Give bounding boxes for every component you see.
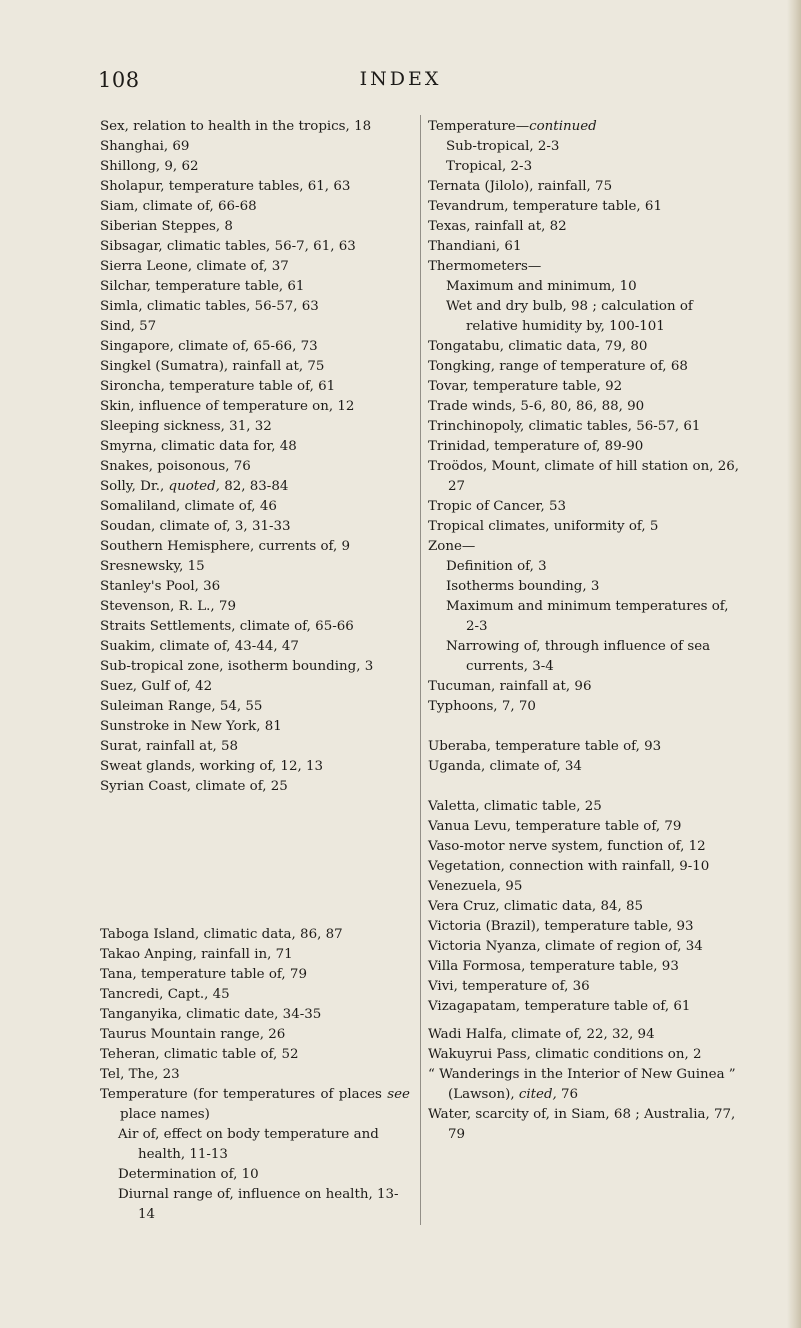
index-entry: Teheran, climatic table of, 52 [100, 1047, 299, 1062]
index-entry: Tongatabu, climatic data, 79, 80 [428, 339, 648, 354]
running-title: INDEX [359, 68, 442, 90]
index-subentry: Air of, effect on body temperature and health, 11-13 [118, 1127, 379, 1162]
entry-italic: quoted, [168, 479, 220, 494]
index-entry: Tel, The, 23 [100, 1067, 180, 1082]
index-entry-wanderings [428, 1065, 740, 1105]
index-entry: Syrian Coast, climate of, 25 [100, 779, 288, 794]
entry-text: “ Wanderings in the Interior of New Guinea ” (Lawson), [428, 1067, 736, 1102]
index-entry: Trinidad, temperature of, 89-90 [428, 439, 644, 454]
index-entry: Ternata (Jilolo), rainfall, 75 [428, 179, 613, 194]
entry-italic: continued [529, 119, 597, 134]
section-gap [428, 717, 740, 737]
page-edge-shadow [787, 0, 801, 1328]
index-entry-solly [100, 477, 410, 497]
index-entry: Tongking, range of temperature of, 68 [428, 359, 688, 374]
section-gap [428, 1017, 740, 1025]
entry-text: Temperature (for temperatures of places [100, 1087, 388, 1102]
index-entry: Tropical climates, uniformity of, 5 [428, 519, 659, 534]
index-entry: Tana, temperature table of, 79 [100, 967, 307, 982]
index-entry: Sleeping sickness, 31, 32 [100, 419, 272, 434]
index-entry: Shanghai, 69 [100, 139, 190, 154]
index-entry: Sholapur, temperature tables, 61, 63 [100, 179, 351, 194]
index-entry: Uberaba, temperature table of, 93 [428, 739, 662, 754]
index-entry: Shillong, 9, 62 [100, 159, 199, 174]
index-entry: Sresnewsky, 15 [100, 559, 205, 574]
index-entry: Sind, 57 [100, 319, 157, 334]
index-entry: Wakuyrui Pass, climatic conditions on, 2 [428, 1047, 702, 1062]
index-entry: Surat, rainfall at, 58 [100, 739, 239, 754]
index-subentry: Isotherms bounding, 3 [446, 579, 600, 594]
index-subentry: Wet and dry bulb, 98 ; calculation of relative humidity by, 100-101 [446, 299, 693, 334]
index-subentry: Maximum and minimum, 10 [446, 279, 637, 294]
index-entry: Vanua Levu, temperature table of, 79 [428, 819, 682, 834]
index-entry: Typhoons, 7, 70 [428, 699, 536, 714]
index-entry: Victoria Nyanza, climate of region of, 34 [428, 939, 703, 954]
index-subentry: Sub-tropical, 2-3 [446, 139, 560, 154]
index-subentry: Definition of, 3 [446, 559, 547, 574]
entry-text: Solly, Dr., [100, 479, 169, 494]
index-entry-temperature [100, 1085, 410, 1125]
index-entry: Sex, relation to health in the tropics, 18 [100, 119, 372, 134]
index-entry-temperature-continued [428, 117, 740, 137]
index-entry: Simla, climatic tables, 56-57, 63 [100, 299, 319, 314]
index-subentry: Diurnal range of, influence on health, 13-14 [118, 1187, 399, 1222]
index-entry: Vegetation, connection with rainfall, 9-10 [428, 859, 710, 874]
index-entry: Tucuman, rainfall at, 96 [428, 679, 592, 694]
index-entry: Texas, rainfall at, 82 [428, 219, 567, 234]
index-entry: Thandiani, 61 [428, 239, 522, 254]
index-entry: Siberian Steppes, 8 [100, 219, 233, 234]
index-entry: Water, scarcity of, in Siam, 68 ; Australia, 77, 79 [428, 1107, 736, 1142]
page-header [0, 68, 801, 98]
index-entry: Sierra Leone, climate of, 37 [100, 259, 289, 274]
index-entry: Singkel (Sumatra), rainfall at, 75 [100, 359, 325, 374]
index-entry: Wadi Halfa, climate of, 22, 32, 94 [428, 1027, 655, 1042]
index-entry: Trinchinopoly, climatic tables, 56-57, 61 [428, 419, 701, 434]
index-entry: Victoria (Brazil), temperature table, 93 [428, 919, 694, 934]
entry-text: 76 [556, 1087, 579, 1102]
index-entry: Vaso-motor nerve system, function of, 12 [428, 839, 706, 854]
index-entry: Snakes, poisonous, 76 [100, 459, 251, 474]
page-number: 108 [98, 68, 140, 92]
index-entry: Valetta, climatic table, 25 [428, 799, 602, 814]
entry-text: 82, 83-84 [219, 479, 289, 494]
section-gap [100, 797, 410, 925]
index-entry: Tevandrum, temperature table, 61 [428, 199, 662, 214]
index-entry: Venezuela, 95 [428, 879, 523, 894]
index-entry: Southern Hemisphere, currents of, 9 [100, 539, 351, 554]
entry-text: place names) [120, 1107, 210, 1122]
index-entry: Skin, influence of temperature on, 12 [100, 399, 355, 414]
index-entry: Stanley's Pool, 36 [100, 579, 221, 594]
section-gap [428, 777, 740, 797]
index-entry: Tancredi, Capt., 45 [100, 987, 230, 1002]
index-entry: Sub-tropical zone, isotherm bounding, 3 [100, 659, 374, 674]
index-entry: Siam, climate of, 66-68 [100, 199, 257, 214]
index-entry: Vivi, temperature of, 36 [428, 979, 590, 994]
index-entry: Taboga Island, climatic data, 86, 87 [100, 927, 343, 942]
index-entry: Tanganyika, climatic date, 34-35 [100, 1007, 322, 1022]
index-entry: Soudan, climate of, 3, 31-33 [100, 519, 291, 534]
index-entry: Villa Formosa, temperature table, 93 [428, 959, 679, 974]
index-entry: Taurus Mountain range, 26 [100, 1027, 286, 1042]
index-entry: Suakim, climate of, 43-44, 47 [100, 639, 299, 654]
index-entry: Sibsagar, climatic tables, 56-7, 61, 63 [100, 239, 356, 254]
index-entry: Tropic of Cancer, 53 [428, 499, 567, 514]
index-entry: Trade winds, 5-6, 80, 86, 88, 90 [428, 399, 645, 414]
entry-italic: see [387, 1087, 410, 1102]
index-entry: Thermometers— [428, 259, 542, 274]
index-column-right [428, 117, 740, 1145]
index-entry: Takao Anping, rainfall in, 71 [100, 947, 293, 962]
index-entry: Silchar, temperature table, 61 [100, 279, 305, 294]
index-subentry: Tropical, 2-3 [446, 159, 533, 174]
index-entry: Sironcha, temperature table of, 61 [100, 379, 336, 394]
index-subentry: Narrowing of, through influence of sea currents, 3-4 [446, 639, 711, 674]
index-entry: Vera Cruz, climatic data, 84, 85 [428, 899, 644, 914]
index-entry: Zone— [428, 539, 476, 554]
index-subentry: Maximum and minimum temperatures of, 2-3 [446, 599, 729, 634]
index-entry: Suez, Gulf of, 42 [100, 679, 213, 694]
index-entry: Sunstroke in New York, 81 [100, 719, 282, 734]
index-entry: Suleiman Range, 54, 55 [100, 699, 263, 714]
index-entry: Somaliland, climate of, 46 [100, 499, 277, 514]
index-column-left [100, 117, 410, 1225]
column-divider [420, 115, 421, 1225]
entry-italic: cited, [518, 1087, 557, 1102]
index-subentry: Determination of, 10 [118, 1167, 259, 1182]
index-entry: Singapore, climate of, 65-66, 73 [100, 339, 318, 354]
index-entry: Smyrna, climatic data for, 48 [100, 439, 297, 454]
index-entry: Stevenson, R. L., 79 [100, 599, 236, 614]
index-entry: Troödos, Mount, climate of hill station on, 26, 27 [428, 459, 740, 494]
index-entry: Straits Settlements, climate of, 65-66 [100, 619, 354, 634]
entry-text: Temperature— [428, 119, 530, 134]
index-entry: Uganda, climate of, 34 [428, 759, 582, 774]
index-entry: Sweat glands, working of, 12, 13 [100, 759, 324, 774]
index-entry: Vizagapatam, temperature table of, 61 [428, 999, 691, 1014]
index-entry: Tovar, temperature table, 92 [428, 379, 623, 394]
